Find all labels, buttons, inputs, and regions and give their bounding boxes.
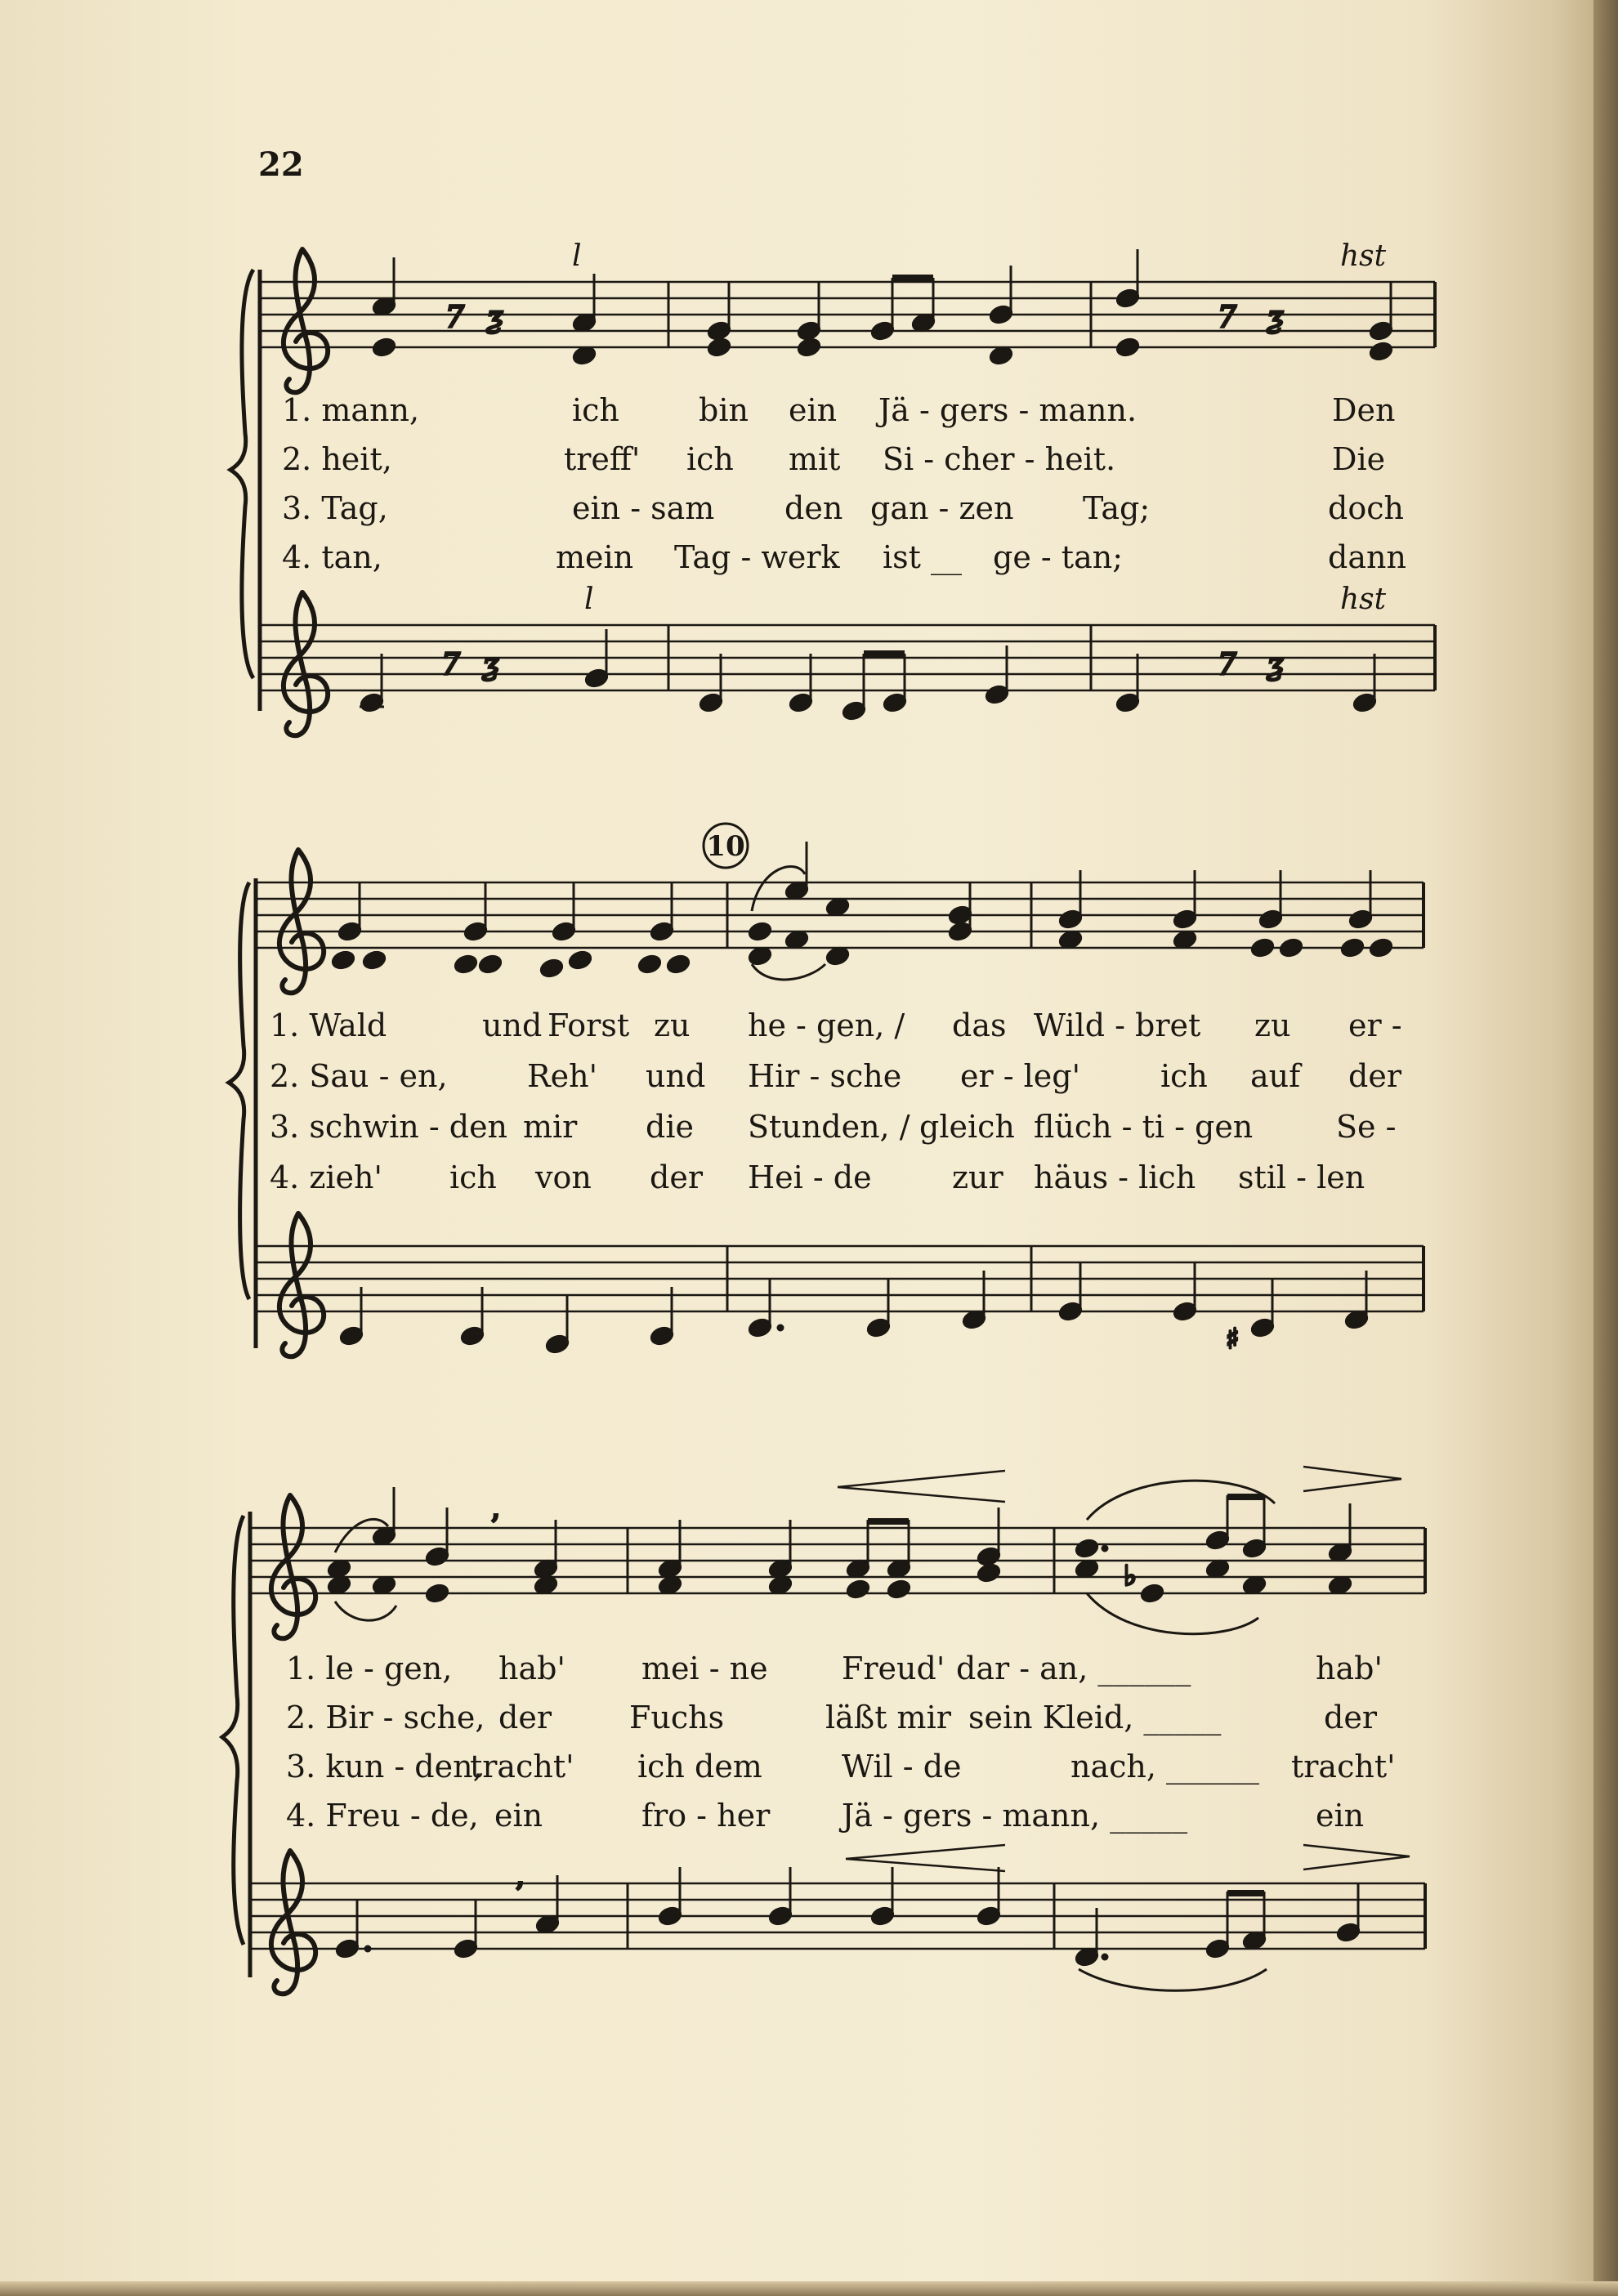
lyric: 4. Freu - de, — [286, 1798, 479, 1834]
lyric: ich — [686, 441, 734, 477]
lyric: gleich — [919, 1109, 1015, 1145]
page-number: 22 — [258, 145, 304, 184]
lyric: dann — [1328, 539, 1406, 575]
lyric: ist __ — [883, 539, 963, 575]
lyric: treff' — [564, 441, 641, 477]
lyric: Wild - bret — [1034, 1007, 1201, 1043]
system-3 — [222, 1467, 1425, 1994]
mark-top-1: l — [572, 239, 582, 273]
svg-text:♯: ♯ — [1226, 1323, 1240, 1356]
lyric: er - — [1348, 1007, 1402, 1043]
lyric: auf — [1250, 1058, 1301, 1094]
lyric: das — [952, 1007, 1007, 1043]
lyric: der — [498, 1700, 552, 1735]
treble-clef-icon — [279, 1213, 324, 1356]
treble-clef-icon — [279, 850, 324, 993]
lyric: mir — [523, 1109, 578, 1145]
lyric: mein — [556, 539, 634, 575]
lyric: ich — [1160, 1058, 1208, 1094]
lyric: mit — [789, 441, 841, 477]
lyric: Freud' — [842, 1651, 945, 1686]
lyric: 4. tan, — [282, 539, 382, 575]
mark-bottom-2: hst — [1340, 583, 1387, 616]
lyric: ich dem — [637, 1749, 762, 1785]
rehearsal-mark: 10 — [706, 830, 745, 863]
lyric: 2. Bir - sche, — [286, 1700, 485, 1735]
mark-top-2: hst — [1340, 239, 1387, 273]
lyric: stil - len — [1238, 1159, 1365, 1195]
lyric: Die — [1332, 441, 1386, 477]
lyric: ein — [494, 1798, 543, 1834]
svg-text:ƺ: ƺ — [486, 301, 503, 334]
lyric: Si - cher - heit. — [883, 441, 1116, 477]
lyric: 3. schwin - den — [270, 1109, 508, 1145]
lyric: Den — [1332, 392, 1396, 428]
treble-clef-icon — [271, 1495, 315, 1638]
svg-text:7: 7 — [1218, 648, 1236, 681]
lyric: zur — [952, 1159, 1003, 1195]
lyric: und — [646, 1058, 706, 1094]
lyric: nach, ______ — [1070, 1749, 1260, 1785]
lyric: und — [482, 1007, 543, 1043]
svg-text:’: ’ — [515, 1878, 525, 1911]
svg-text:ƺ: ƺ — [482, 648, 499, 681]
lyric: häus - lich — [1034, 1159, 1196, 1195]
lyric: mei - ne — [641, 1651, 768, 1686]
top-staff-notes — [372, 249, 1394, 366]
lyric: dar - an, ______ — [956, 1651, 1191, 1686]
bottom-staff-notes — [339, 1262, 1370, 1356]
lyric: Wil - de — [842, 1749, 962, 1785]
svg-text:ƺ: ƺ — [1267, 648, 1284, 681]
lyric: Tag; — [1083, 490, 1151, 526]
lyric: läßt mir — [825, 1700, 951, 1735]
lyric: ein — [1316, 1798, 1365, 1834]
mark-bottom-1: l — [584, 583, 594, 616]
svg-text:7: 7 — [445, 301, 464, 334]
system-2 — [229, 824, 1424, 1356]
svg-text:7: 7 — [1218, 301, 1236, 334]
lyric: zu — [1254, 1007, 1291, 1043]
lyric: Reh' — [527, 1058, 598, 1094]
lyric: Jä - gers - mann. — [878, 392, 1138, 428]
bottom-staff — [256, 1246, 1424, 1311]
lyric: tracht' — [1291, 1749, 1396, 1785]
lyric: Se - — [1336, 1109, 1397, 1145]
lyric: Stunden, / — [748, 1109, 910, 1145]
lyric: Jä - gers - mann, _____ — [842, 1798, 1188, 1834]
lyric: bin — [699, 392, 749, 428]
lyric: zu — [654, 1007, 691, 1043]
lyric: der — [1324, 1700, 1377, 1735]
svg-text:ƺ: ƺ — [1267, 301, 1284, 334]
lyric: Fuchs — [629, 1700, 725, 1735]
lyric: 4. zieh' — [270, 1159, 382, 1195]
treble-clef-icon — [284, 249, 328, 392]
lyric: flüch - ti - gen — [1034, 1109, 1254, 1145]
lyric: den — [784, 490, 843, 526]
lyrics — [286, 1651, 1396, 1834]
lyric: die — [646, 1109, 694, 1145]
lyric: 1. Wald — [270, 1007, 387, 1043]
lyric: he - gen, / — [748, 1007, 905, 1043]
lyric: Forst — [548, 1007, 630, 1043]
bottom-staff-notes — [360, 629, 1378, 721]
lyric: 1. mann, — [282, 392, 420, 428]
lyric: fro - her — [641, 1798, 771, 1834]
lyric: ein — [789, 392, 838, 428]
lyric: ich — [572, 392, 619, 428]
lyric: doch — [1328, 490, 1404, 526]
lyric: Hir - sche — [748, 1058, 902, 1094]
svg-text:’: ’ — [490, 1510, 500, 1543]
bottom-staff — [260, 625, 1435, 690]
top-staff — [260, 282, 1435, 347]
lyric: hab' — [498, 1651, 565, 1686]
top-staff-notes — [331, 842, 1394, 980]
lyric: er - leg' — [960, 1058, 1081, 1094]
lyrics — [270, 1007, 1402, 1195]
lyric: 2. Sau - en, — [270, 1058, 448, 1094]
lyric: ein - sam — [572, 490, 715, 526]
treble-clef-icon — [271, 1851, 315, 1994]
lyric: der — [650, 1159, 703, 1195]
lyrics — [282, 392, 1406, 576]
lyric: 3. kun - den, — [286, 1749, 483, 1785]
top-staff-notes — [327, 1467, 1401, 1634]
system-1 — [230, 239, 1435, 735]
lyric: hab' — [1316, 1651, 1383, 1686]
svg-text:7: 7 — [441, 648, 460, 681]
lyric: 3. Tag, — [282, 490, 388, 526]
lyric: Hei - de — [748, 1159, 872, 1195]
lyric: der — [1348, 1058, 1401, 1094]
lyric: ge - tan; — [993, 539, 1124, 575]
bottom-staff-notes — [335, 1845, 1410, 1990]
lyric: von — [535, 1159, 592, 1195]
lyric: 2. heit, — [282, 441, 392, 477]
lyric: tracht' — [470, 1749, 574, 1785]
treble-clef-icon — [284, 592, 328, 735]
svg-text:♭: ♭ — [1124, 1560, 1138, 1592]
lyric: Tag - werk — [674, 539, 840, 575]
lyric: 1. le - gen, — [286, 1651, 453, 1686]
lyric: sein Kleid, _____ — [968, 1700, 1222, 1735]
lyric: gan - zen — [870, 490, 1014, 526]
lyric: ich — [449, 1159, 497, 1195]
